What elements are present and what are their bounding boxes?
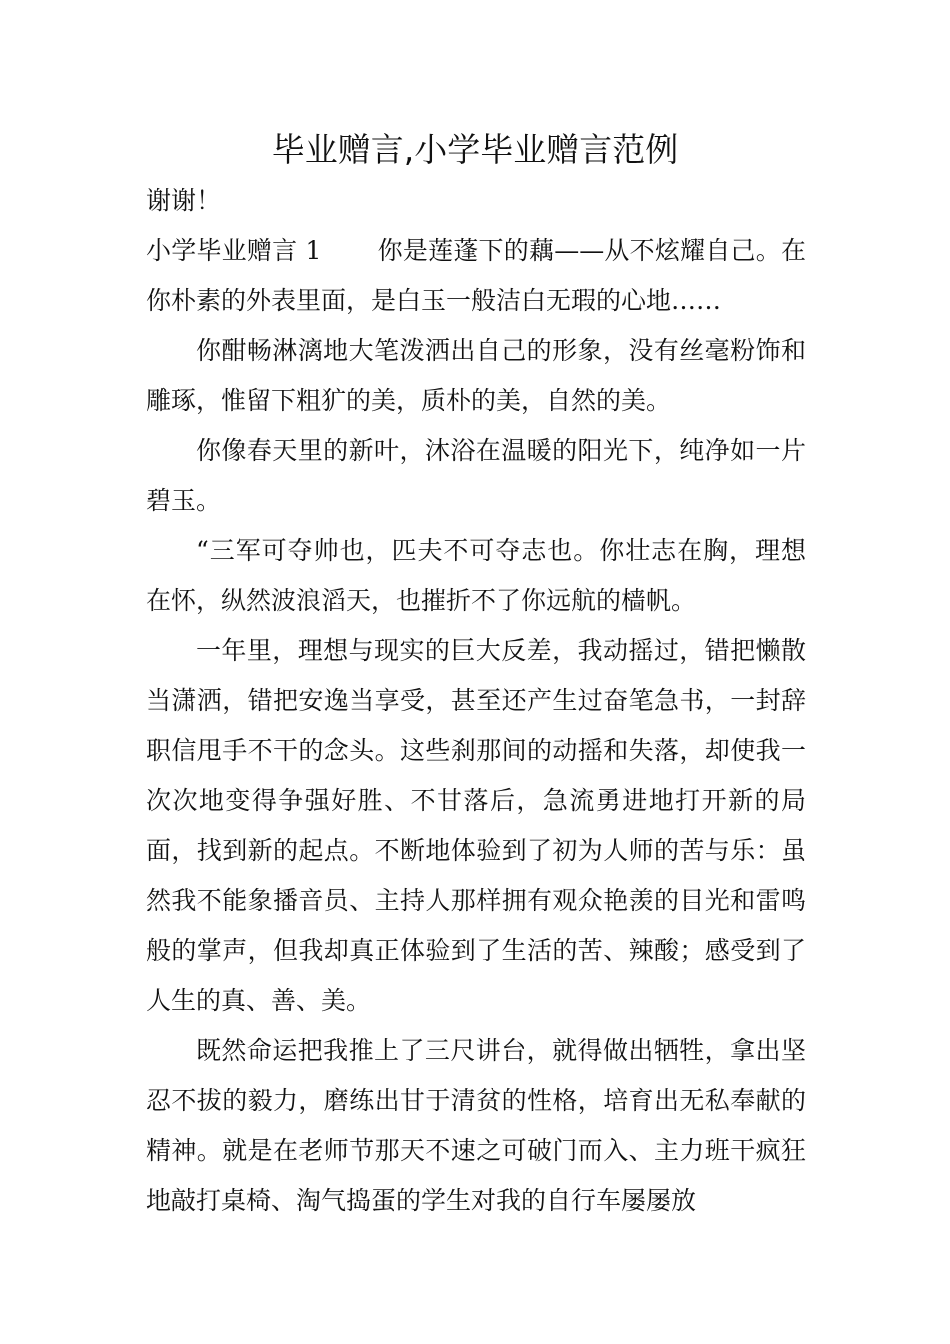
section-heading: 小学毕业赠言 1: [146, 236, 322, 265]
paragraph-6: 既然命运把我推上了三尺讲台，就得做出牺牲，拿出坚忍不拔的毅力，磨练出甘于清贫的性格，培育出无私奉献的精神。就是在老师节那天不速之可破门而入、主力班干疯狂地敲打桌椅、淘气捣蛋的学生对我的自行车屡屡放: [146, 1036, 806, 1215]
paragraph-5: 一年里，理想与现实的巨大反差，我动摇过，错把懒散当潇洒，错把安逸当享受，甚至还产生过奋笔急书，一封辞职信甩手不干的念头。这些刹那间的动摇和失落，却使我一次次地变得争强好胜、不甘落后，急流勇进地打开新的局面，找到新的起点。不断地体验到了初为人师的苦与乐：虽然我不能象播音员、主持人那样拥有观众艳羡的目光和雷鸣般的掌声，但我却真正体验到了生活的苦、辣酸；感受到了人生的真、善、美。: [146, 636, 806, 1015]
section-first-paragraph: [146, 226, 806, 326]
paragraph-3: 你像春天里的新叶，沐浴在温暖的阳光下，纯净如一片碧玉。: [146, 436, 806, 515]
paragraph-4: “三军可夺帅也，匹夫不可夺志也。你壮志在胸，理想在怀，纵然波浪滔天，也摧折不了你远航的樯帆。: [146, 536, 806, 615]
document-title: 毕业赠言,小学毕业赠言范例: [271, 130, 679, 169]
paragraph-2: 你酣畅淋漓地大笔泼洒出自己的形象，没有丝毫粉饰和雕琢，惟留下粗犷的美，质朴的美，自然的美。: [146, 336, 806, 415]
document-body: [146, 176, 806, 1226]
paragraph-1: 你是莲蓬下的藕——从不炫耀自己。在你朴素的外表里面，是白玉一般洁白无瑕的心地……: [146, 236, 806, 315]
thanks-line: 谢谢！: [146, 186, 222, 215]
